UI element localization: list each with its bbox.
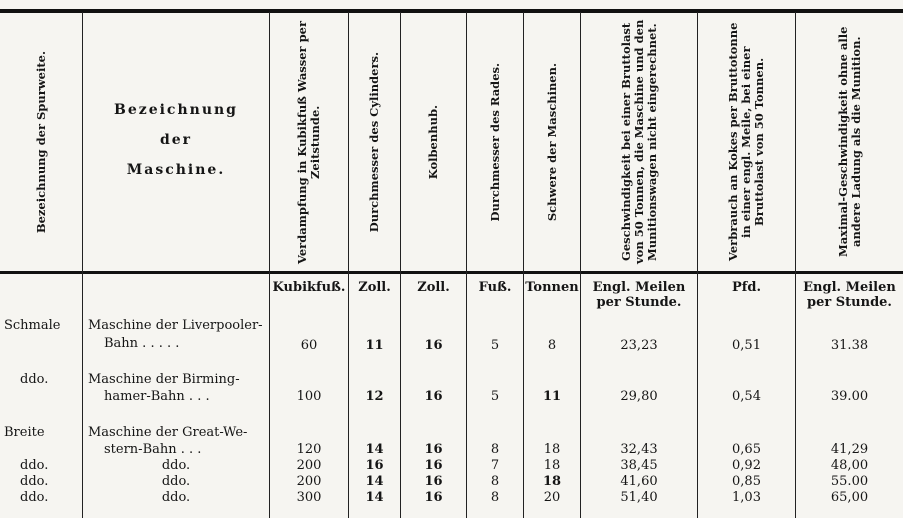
cell-machine: ddo. (161, 474, 191, 489)
cell-stroke: 16 (424, 389, 443, 404)
cell-weight: 11 (542, 389, 562, 404)
cell-coke: 1,03 (732, 490, 761, 505)
cell-wheel: 7 (490, 458, 500, 473)
cell-evaporation: 200 (296, 474, 322, 489)
cell-speed: 38,45 (620, 458, 658, 473)
cell-evaporation: 100 (296, 389, 322, 404)
unit-stroke: Zoll. (417, 280, 450, 295)
cell-stroke: 16 (424, 458, 443, 473)
cell-wheel: 5 (490, 389, 500, 404)
cell-maxspeed: 48,00 (830, 458, 869, 473)
cell-speed: 41,60 (620, 474, 658, 489)
cell-cylinder: 16 (365, 458, 384, 473)
cell-weight: 18 (543, 442, 561, 457)
cell-machine: hamer-Bahn . . . (104, 389, 210, 404)
cell-coke: 0,85 (732, 474, 761, 489)
cell-coke: 0,92 (732, 458, 761, 473)
cell-coke: 0,54 (732, 389, 761, 404)
cell-speed: 23,23 (620, 338, 658, 353)
cell-maxspeed: 55.00 (830, 474, 869, 489)
cell-gauge: Breite (4, 425, 45, 440)
cell-coke: 0,65 (732, 442, 761, 457)
cell-gauge: ddo. (20, 474, 49, 489)
header-speed: Geschwindigkeit bei einer Bruttolast von 50 Tonnen, die Maschine und den Munitionswagen nicht eingerechnet. (618, 19, 659, 265)
unit-cylinder: Zoll. (358, 280, 391, 295)
header-rule (0, 271, 903, 274)
header-coke: Verbrauch an Kokes per Bruttotonne in einer engl. Meile, bei einer Bruttolast von 50 Tonnen. (726, 22, 766, 262)
unit-speed: Engl. Meilen per Stunde. (592, 280, 686, 310)
cell-gauge: Schmale (4, 318, 61, 333)
header-stroke: Kolbenhub. (426, 104, 440, 180)
header-machine: Bezeichnung der Maschine. (114, 102, 238, 178)
header-gauge: Bezeichnung der Spurweite. (33, 50, 48, 234)
unit-maxspeed: Engl. Meilen per Stunde. (803, 280, 896, 310)
cell-weight: 20 (543, 490, 561, 505)
cell-speed: 32,43 (620, 442, 658, 457)
cell-stroke: 16 (424, 490, 443, 505)
cell-maxspeed: 41,29 (830, 442, 869, 457)
header-wheel: Durchmesser des Rades. (487, 62, 502, 222)
unit-wheel: Fuß. (478, 280, 512, 295)
cell-cylinder: 11 (365, 338, 384, 353)
unit-weight: Tonnen (525, 280, 579, 295)
cell-gauge: ddo. (20, 490, 49, 505)
cell-weight: 8 (547, 338, 557, 353)
cell-maxspeed: 39.00 (830, 389, 869, 404)
cell-stroke: 16 (424, 338, 443, 353)
cell-cylinder: 14 (365, 442, 384, 457)
cell-stroke: 16 (424, 474, 443, 489)
cell-weight: 18 (543, 458, 561, 473)
cell-wheel: 8 (490, 474, 500, 489)
column-divider (82, 12, 83, 518)
cell-weight: 18 (542, 474, 562, 489)
cell-machine: stern-Bahn . . . (104, 442, 202, 457)
cell-speed: 29,80 (620, 389, 658, 404)
cell-maxspeed: 65,00 (830, 490, 869, 505)
cell-evaporation: 300 (296, 490, 322, 505)
cell-wheel: 5 (490, 338, 500, 353)
header-evaporation: Verdampfung in Kubikfuß Wasser per Zeitstunde. (295, 20, 322, 264)
header-cylinder: Durchmesser des Cylinders. (367, 51, 381, 233)
cell-machine: Maschine der Great-We- (88, 425, 248, 440)
cell-evaporation: 60 (300, 338, 318, 353)
unit-coke: Pfd. (732, 280, 761, 295)
cell-machine: ddo. (161, 490, 191, 505)
cell-machine: Maschine der Liverpooler- (88, 318, 263, 333)
top-rule (0, 9, 903, 13)
header-weight: Schwere der Maschinen. (544, 62, 559, 222)
cell-gauge: ddo. (20, 372, 49, 387)
cell-speed: 51,40 (620, 490, 658, 505)
cell-machine: Maschine der Birming- (88, 372, 240, 387)
header-maxspeed: Maximal-Geschwindigkeit ohne alle andere Ladung als die Munition. (835, 26, 863, 258)
cell-cylinder: 12 (365, 389, 384, 404)
cell-evaporation: 120 (296, 442, 322, 457)
cell-wheel: 8 (490, 490, 500, 505)
cell-stroke: 16 (424, 442, 443, 457)
cell-cylinder: 14 (365, 474, 384, 489)
cell-wheel: 8 (490, 442, 500, 457)
cell-machine: Bahn . . . . . (104, 336, 180, 351)
cell-coke: 0,51 (732, 338, 761, 353)
cell-gauge: ddo. (20, 458, 49, 473)
cell-evaporation: 200 (296, 458, 322, 473)
unit-evaporation: Kubikfuß. (272, 280, 346, 295)
cell-machine: ddo. (161, 458, 191, 473)
cell-cylinder: 14 (365, 490, 384, 505)
cell-maxspeed: 31.38 (830, 338, 869, 353)
